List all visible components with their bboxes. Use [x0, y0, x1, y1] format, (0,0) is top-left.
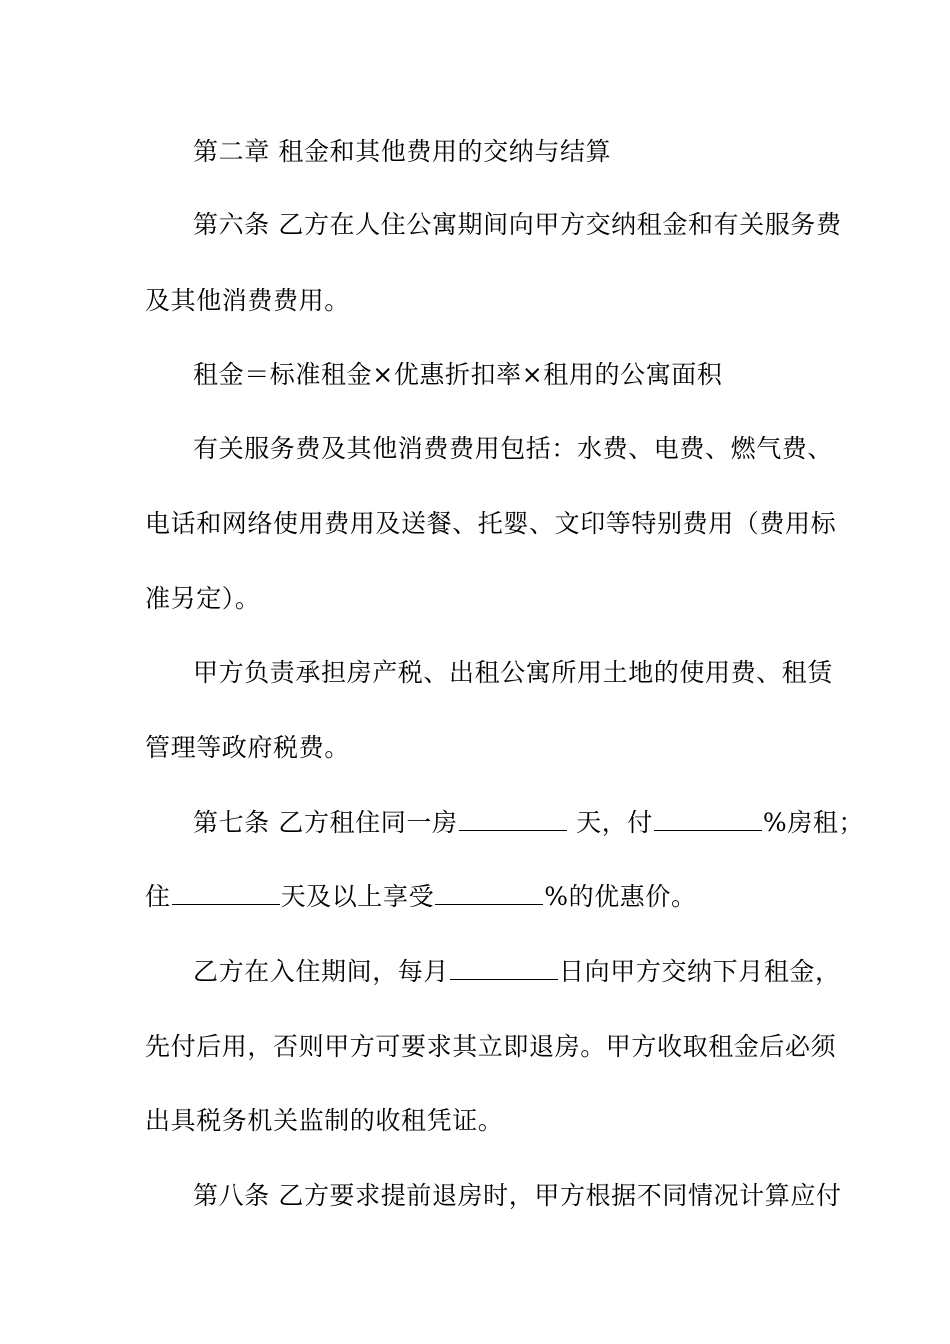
article-8-line-1: 第八条 乙方要求提前退房时，甲方根据不同情况计算应付: [193, 1181, 842, 1210]
article-7-text-e: 天及以上享受: [280, 882, 435, 911]
article-6-line-2: 及其他消费费用。: [145, 286, 350, 315]
payment-day-blank[interactable]: [450, 957, 558, 980]
stay-days-blank[interactable]: [172, 882, 280, 905]
article-6-line-1: 第六条 乙方在人住公寓期间向甲方交纳租金和有关服务费: [193, 210, 842, 239]
days-blank[interactable]: [459, 808, 567, 831]
services-line-1: 有关服务费及其他消费费用包括：水费、电费、燃气费、: [193, 434, 834, 463]
payment-text-b: 日向甲方交纳下月租金，: [559, 957, 841, 986]
discount-percent-blank[interactable]: [435, 882, 543, 905]
services-line-3: 准另定）。: [145, 584, 261, 613]
article-7-text-b: 天，付: [567, 808, 653, 837]
services-line-2: 电话和网络使用费用及送餐、托婴、文印等特别费用（费用标: [145, 509, 837, 538]
payment-text-a: 乙方在入住期间，每月: [193, 957, 450, 986]
rent-percent-blank[interactable]: [654, 808, 762, 831]
chapter-heading: 第二章 租金和其他费用的交纳与结算: [193, 137, 612, 166]
taxes-line-2: 管理等政府税费。: [145, 733, 350, 762]
rent-formula: 租金＝标准租金×优惠折扣率×租用的公寓面积: [193, 360, 723, 389]
article-7-text-c: %房租；: [762, 808, 865, 837]
payment-line-2: 先付后用，否则甲方可要求其立即退房。甲方收取租金后必须: [145, 1032, 837, 1061]
article-7-text-d: 住: [145, 882, 171, 911]
payment-line-1: [193, 957, 841, 987]
article-7-text-f: %的优惠价。: [544, 882, 697, 911]
article-7-text-a: 第七条 乙方租住同一房: [193, 808, 458, 837]
taxes-line-1: 甲方负责承担房产税、出租公寓所用土地的使用费、租赁: [193, 658, 834, 687]
article-7-line-1: [193, 808, 864, 838]
payment-line-3: 出具税务机关监制的收租凭证。: [145, 1106, 504, 1135]
article-7-line-2: [145, 882, 697, 912]
